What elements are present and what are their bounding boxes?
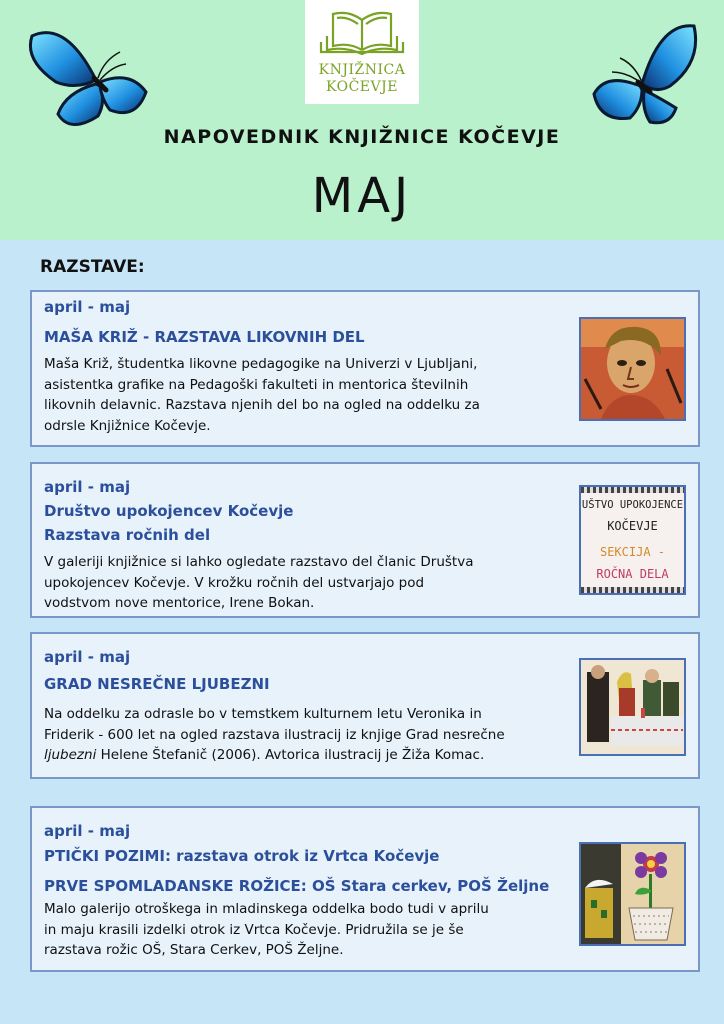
logo-text-line2: KOČEVJE <box>326 79 398 95</box>
card-subheading: Razstava ročnih del <box>44 526 211 544</box>
card-body-line: V galeriji knjižnice si lahko ogledate razstavo del članic Društva <box>44 554 474 570</box>
header-banner <box>0 0 724 240</box>
card-heading: PTIČKI POZIMI: razstava otrok iz Vrtca Kočevje <box>44 847 440 865</box>
card-body-line: Na oddelku za odrasle bo v temstkem kulturnem letu Veronika in <box>44 706 482 722</box>
open-book-icon <box>313 6 411 58</box>
childrens-artwork-image <box>579 842 686 946</box>
illustration-image <box>579 658 686 756</box>
section-title: RAZSTAVE: <box>40 257 145 277</box>
card-body-line: likovnih delavnic. Razstava njenih del bo na ogled na oddelku za <box>44 397 480 413</box>
card-body <box>44 899 526 961</box>
exhibition-card-2 <box>30 462 700 618</box>
card-body <box>44 552 564 614</box>
card-body-line: asistentka grafike na Pedagoški fakulteti in mentorica številnih <box>44 376 469 393</box>
card-heading: Društvo upokojencev Kočevje <box>44 502 294 520</box>
card-body <box>44 704 536 766</box>
handwritten-sign-image <box>579 485 686 595</box>
library-logo[interactable] <box>305 0 419 104</box>
card-heading: GRAD NESREČNE LJUBEZNI <box>44 675 270 693</box>
newsletter-subtitle: NAPOVEDNIK KNJIŽNICE KOČEVJE <box>163 126 561 148</box>
card-body-line: Malo galerijo otroškega in mladinskega oddelka bodo tudi v aprilu <box>44 901 489 917</box>
sign-text-line: ROČNA DELA <box>596 567 669 581</box>
sign-text-line: KOČEVJE <box>607 519 658 533</box>
exhibition-card-4 <box>30 806 700 972</box>
card-date: april - maj <box>44 478 131 496</box>
card-date: april - maj <box>44 648 131 666</box>
card-subheading: PRVE SPOMLADANSKE ROŽICE: OŠ Stara cerkev, POŠ Željne <box>44 877 550 895</box>
card-body-line: upokojencev Kočevje. V krožku ročnih del ustvarjajo pod <box>44 574 425 591</box>
card-body-line: odrsle Knjižnice Kočevje. <box>44 417 211 434</box>
card-body-line: vodstvom nove mentorice, Irene Bokan. <box>44 595 315 611</box>
sign-text-line: UŠTVO UPOKOJENCE <box>581 499 684 511</box>
portrait-painting-image <box>579 317 686 421</box>
book-title-italic: ljubezni <box>44 747 97 763</box>
logo-text-line1: KNJIŽNICA <box>318 62 406 78</box>
card-body-line: razstava rožic OŠ, Stara Cerkev, POŠ Željne. <box>44 942 344 958</box>
card-body-line: Maša Križ, študentka likovne pedagogike na Univerzi v Ljubljani, <box>44 356 478 372</box>
butterfly-left-icon <box>26 30 150 134</box>
sign-text-line: SEKCIJA - <box>599 545 666 559</box>
card-body-line: Friderik - 600 let na ogled razstava ilustracij iz knjige Grad nesrečne <box>44 726 505 743</box>
card-heading: MAŠA KRIŽ - RAZSTAVA LIKOVNIH DEL <box>44 328 365 346</box>
card-body-text: Helene Štefanič (2006). Avtorica ilustracij je Žiža Komac. <box>96 747 485 763</box>
card-body <box>44 354 564 436</box>
month-title: MAJ <box>311 168 413 224</box>
card-body-line <box>44 745 536 766</box>
exhibition-card-1 <box>30 290 700 447</box>
card-date: april - maj <box>44 298 131 316</box>
butterfly-right-icon <box>590 22 702 130</box>
exhibition-card-3 <box>30 632 700 779</box>
card-body-line: in maju krasili izdelki otrok iz Vrtca Kočevje. Pridružila se je še <box>44 921 464 938</box>
card-date: april - maj <box>44 822 131 840</box>
